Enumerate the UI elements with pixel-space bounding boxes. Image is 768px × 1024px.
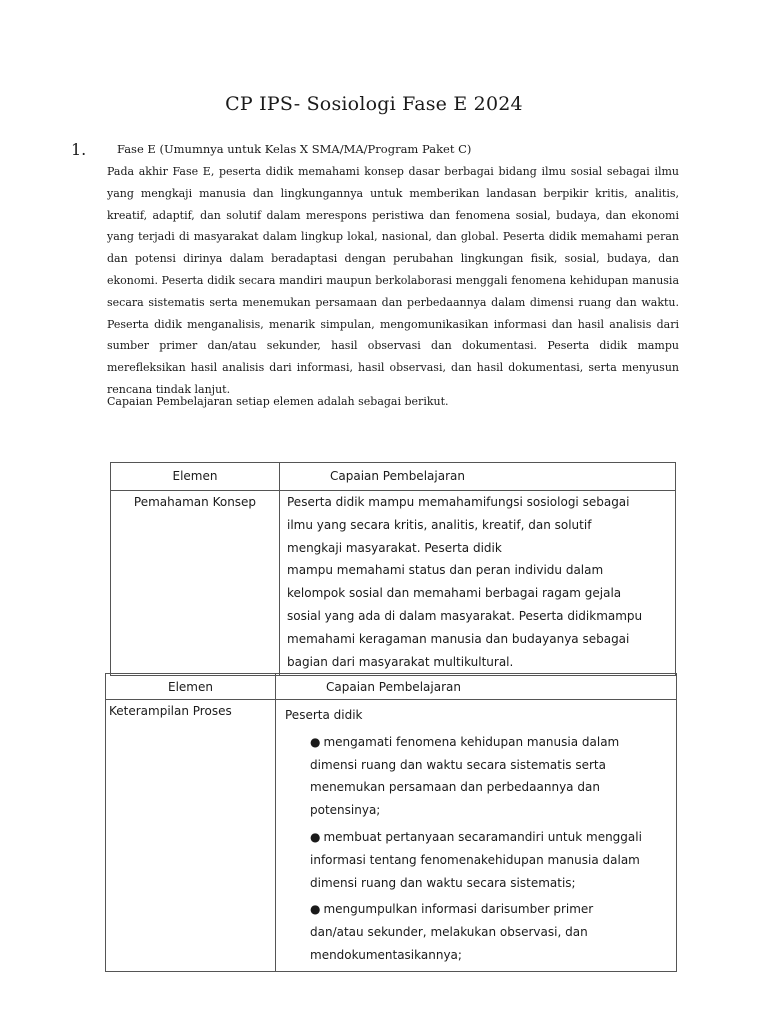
- cp-line: ilmu yang secara kritis, analitis, kreatif, dan solutif: [287, 517, 592, 532]
- header-cp-cell: [280, 463, 676, 491]
- bullet-line: mendokumentasikannya;: [310, 947, 462, 962]
- intro-line: Capaian Pembelajaran setiap elemen adalah sebagai berikut.: [107, 395, 449, 408]
- cp-table-keterampilan: [105, 673, 677, 972]
- bullet-icon: ●: [310, 734, 321, 749]
- header-cp: Capaian Pembelajaran: [326, 680, 461, 694]
- list-item: [285, 826, 670, 894]
- bullet-line: dan/atau sekunder, melakukan observasi, dan: [310, 925, 588, 940]
- header-element: Elemen: [172, 469, 218, 483]
- section-heading: Fase E (Umumnya untuk Kelas X SMA/MA/Program Paket C): [117, 142, 472, 156]
- cp-lead: Peserta didik: [285, 708, 363, 722]
- table-row: [111, 491, 676, 676]
- cp-cell: [280, 491, 676, 676]
- element-cell: [106, 700, 276, 972]
- header-element: Elemen: [168, 680, 213, 694]
- bullet-icon: ●: [310, 829, 321, 844]
- page-title: CP IPS- Sosiologi Fase E 2024: [225, 93, 523, 115]
- cp-line: Peserta didik mampu memahamifungsi sosiologi sebagai: [287, 495, 630, 509]
- cp-line: sosial yang ada di dalam masyarakat. Peserta didikmampu: [287, 608, 643, 623]
- bullet-line: dimensi ruang dan waktu secara sistematis serta: [310, 757, 606, 772]
- cp-table-pemahaman: [110, 462, 676, 676]
- table-header-row: [106, 674, 677, 700]
- cp-line: memahami keragaman manusia dan budayanya sebagai: [287, 631, 630, 646]
- element-name: Pemahaman Konsep: [133, 495, 257, 509]
- list-item: [285, 731, 670, 822]
- table-row: [106, 700, 677, 972]
- list-item: [285, 898, 670, 966]
- section-number: 1.: [71, 140, 87, 159]
- cp-cell: [276, 700, 677, 972]
- header-element-cell: [106, 674, 276, 700]
- cp-line: bagian dari masyarakat multikultural.: [287, 654, 514, 669]
- header-cp-cell: [276, 674, 677, 700]
- bullet-line: mengamati fenomena kehidupan manusia dalam: [323, 734, 620, 749]
- bullet-line: dimensi ruang dan waktu secara sistematis;: [310, 875, 576, 890]
- element-name: Keterampilan Proses: [109, 704, 232, 718]
- cp-line: kelompok sosial dan memahami berbagai ragam gejala: [287, 586, 622, 601]
- bullet-line: membuat pertanyaan secaramandiri untuk menggali: [323, 829, 642, 844]
- element-cell: [111, 491, 280, 676]
- bullet-line: menemukan persamaan dan perbedaannya dan: [310, 780, 600, 795]
- bullet-line: mengumpulkan informasi darisumber primer: [323, 902, 594, 917]
- bullet-line: potensinya;: [310, 803, 381, 818]
- table-header-row: [111, 463, 676, 491]
- bullet-icon: ●: [310, 902, 321, 917]
- cp-line: mengkaji masyarakat. Peserta didik: [287, 540, 502, 555]
- header-cp: Capaian Pembelajaran: [330, 469, 465, 483]
- header-element-cell: [111, 463, 280, 491]
- cp-line: mampu memahami status dan peran individu dalam: [287, 563, 604, 578]
- body-paragraph: Pada akhir Fase E, peserta didik memahami konsep dasar berbagai bidang ilmu sosial sebagai ilmu yang mengkaji manusia dan lingkungannya untuk memberikan landasan berpikir kritis, analitis, kreatif, adaptif, dan solutif dalam merespons peristiwa dan fenomena sosial, budaya, dan ekonomi yang terjadi di masyarakat dalam lingkup lokal, nasional, dan global. Peserta didik memahami peran dan potensi dirinya dalam beradaptasi dengan perubahan lingkungan fisik, sosial, budaya, dan ekonomi. Peserta didik secara mandiri maupun berkolaborasi menggali fenomena kehidupan manusia secara sistematis serta menemukan persamaan dan perbedaannya dalam dimensi ruang dan waktu. Peserta didik menganalisis, menarik simpulan, mengomunikasikan informasi dan hasil analisis dari sumber primer dan/atau sekunder, hasil observasi dan dokumentasi. Peserta didik mampu merefleksikan hasil analisis dari informasi, hasil observasi, dan hasil dokumentasi, serta menyusun rencana tindak lanjut.: [107, 165, 679, 396]
- bullet-line: informasi tentang fenomenakehidupan manusia dalam: [310, 852, 640, 867]
